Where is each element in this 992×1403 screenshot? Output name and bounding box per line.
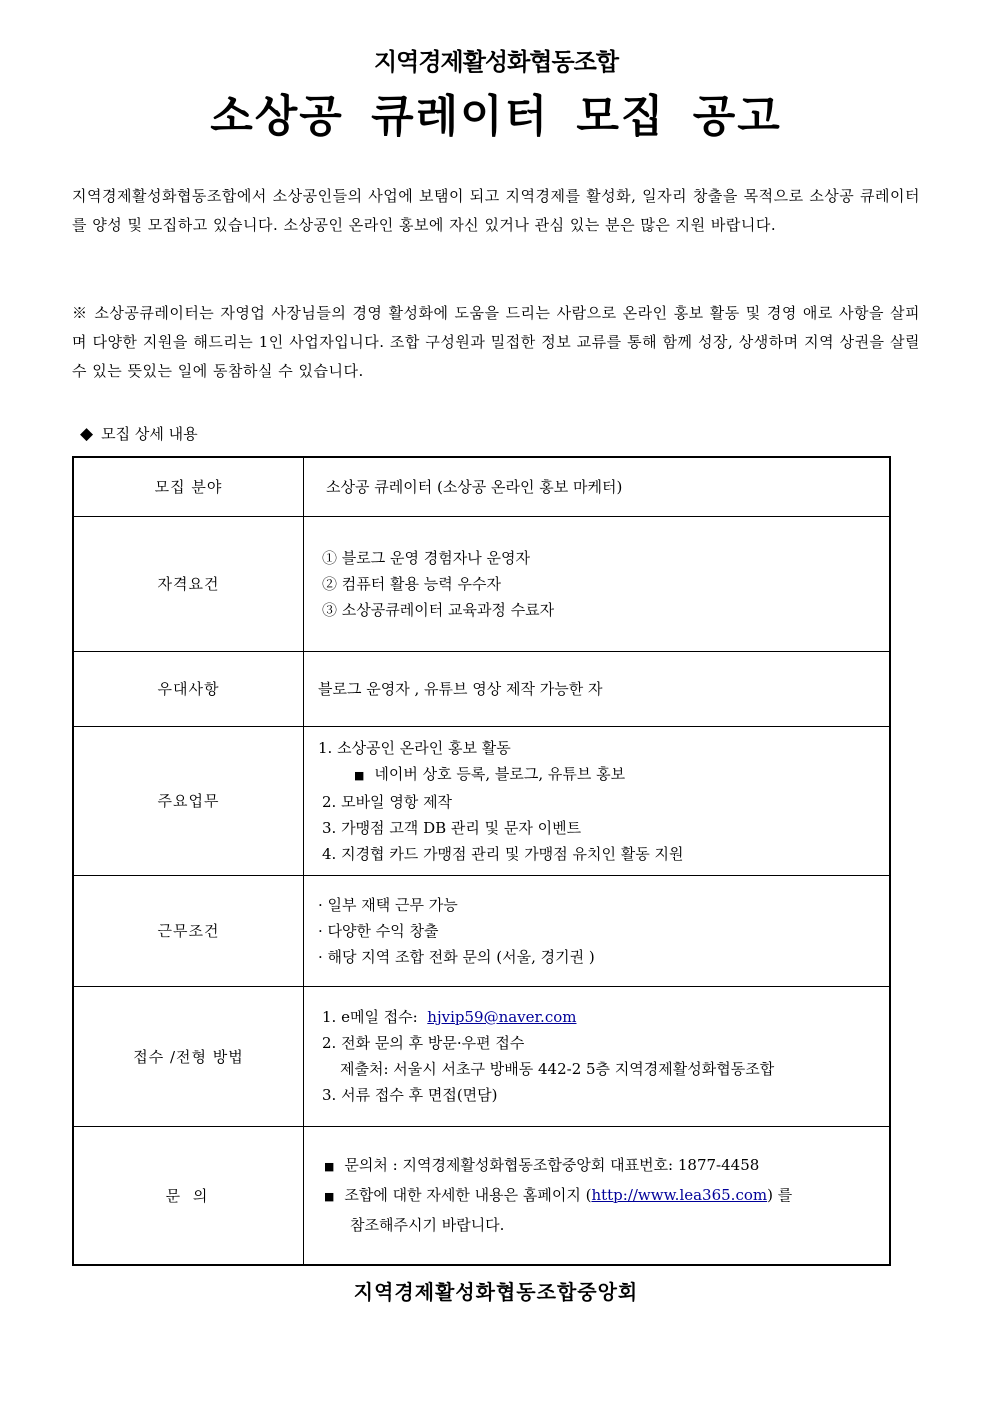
condition-item: · 일부 재택 근무 가능 bbox=[318, 895, 458, 914]
diamond-icon: ◆ bbox=[80, 424, 94, 444]
organization-title: 지역경제활성화협동조합 bbox=[373, 47, 619, 76]
field-label: 모집 분야 bbox=[73, 457, 304, 516]
contact-item: 참조해주시기 바랍니다. bbox=[350, 1215, 505, 1234]
apply-item: 2. 전화 문의 후 방문·우편 접수 bbox=[322, 1034, 525, 1052]
footer-organization: 지역경제활성화협동조합중앙회 bbox=[353, 1280, 639, 1304]
qualification-item: ③ 소상공큐레이터 교육과정 수료자 bbox=[322, 600, 555, 619]
apply-label: 접수 /전형 방법 bbox=[73, 986, 304, 1126]
duty-item: 3. 가맹점 고객 DB 관리 및 문자 이벤트 bbox=[322, 818, 582, 837]
apply-subitem: 제출처: 서울시 서초구 방배동 442-2 5층 지역경제활성화협동조합 bbox=[340, 1060, 775, 1078]
contact-item bbox=[318, 1151, 888, 1181]
duty-item: 1. 소상공인 온라인 홍보 활동 bbox=[318, 738, 511, 757]
square-bullet-icon: ■ bbox=[354, 768, 365, 782]
duty-item: 2. 모바일 영항 제작 bbox=[322, 792, 453, 811]
condition-item: · 다양한 수익 창출 bbox=[318, 921, 439, 940]
square-bullet-icon: ■ bbox=[324, 1159, 335, 1173]
table-row bbox=[73, 1126, 890, 1265]
preference-value: 블로그 운영자 , 유튜브 영상 제작 가능한 자 bbox=[304, 651, 891, 726]
conditions-label: 근무조건 bbox=[73, 875, 304, 986]
section-heading-text: 모집 상세 내용 bbox=[101, 425, 198, 443]
contact-label: 문 의 bbox=[73, 1126, 304, 1265]
duties-label: 주요업무 bbox=[73, 726, 304, 875]
table-row bbox=[73, 986, 890, 1126]
homepage-prefix: 조합에 대한 자세한 내용은 홈페이지 ( bbox=[344, 1185, 592, 1204]
contact-phone-text: 문의처 : 지역경제활성화협동조합중앙회 대표번호: 1877-4458 bbox=[344, 1155, 760, 1174]
section-heading bbox=[80, 423, 198, 444]
contact-value bbox=[304, 1126, 891, 1265]
homepage-link[interactable]: http://www.lea365.com bbox=[591, 1185, 768, 1204]
email-link[interactable]: hjvip59@naver.com bbox=[427, 1008, 577, 1026]
square-bullet-icon: ■ bbox=[324, 1189, 335, 1203]
table-row bbox=[73, 457, 890, 516]
duty-subitem bbox=[318, 761, 888, 789]
qualification-value bbox=[304, 516, 891, 651]
contact-item bbox=[318, 1181, 888, 1211]
qualification-item: ② 컴퓨터 활용 능력 우수자 bbox=[322, 574, 501, 593]
table-row bbox=[73, 875, 890, 986]
qualification-item: ① 블로그 운영 경험자나 운영자 bbox=[322, 548, 530, 567]
page-title: 소상공 큐레이터 모집 공고 bbox=[210, 91, 782, 142]
table-row bbox=[73, 516, 890, 651]
note-paragraph: ※ 소상공큐레이터는 자영업 사장님들의 경영 활성화에 도움을 드리는 사람으로 온라인 홍보 활동 및 경영 애로 사항을 살피며 다양한 지원을 해드리는 1인 사업자입니다. 조합 구성원과 밀접한 정보 교류를 통해 함께 성장, 상생하며 지역 상권을 살릴 수 있는 뜻있는 일에 동참하실 수 있습니다. bbox=[72, 304, 920, 380]
apply-email-prefix: 1. e메일 접수: bbox=[322, 1008, 418, 1026]
condition-item: · 해당 지역 조합 전화 문의 (서울, 경기권 ) bbox=[318, 947, 595, 966]
duty-item: 4. 지경협 카드 가맹점 관리 및 가맹점 유치인 활동 지원 bbox=[322, 844, 684, 863]
qualification-label: 자격요건 bbox=[73, 516, 304, 651]
intro-paragraph: 지역경제활성화협동조합에서 소상공인들의 사업에 보탬이 되고 지역경제를 활성화, 일자리 창출을 목적으로 소상공 큐레이터를 양성 및 모집하고 있습니다. 소상공인 온라인 홍보에 자신 있거나 관심 있는 분은 많은 지원 바랍니다. bbox=[72, 187, 920, 234]
preference-label: 우대사항 bbox=[73, 651, 304, 726]
table-row bbox=[73, 651, 890, 726]
apply-item bbox=[318, 1004, 888, 1030]
field-value: 소상공 큐레이터 (소상공 온라인 홍보 마케터) bbox=[304, 457, 891, 516]
duty-subitem-text: 네이버 상호 등록, 블로그, 유튜브 홍보 bbox=[374, 764, 626, 783]
table-row bbox=[73, 726, 890, 875]
duties-value bbox=[304, 726, 891, 875]
recruitment-details-table bbox=[72, 456, 891, 1266]
apply-item: 3. 서류 접수 후 면접(면담) bbox=[322, 1086, 498, 1104]
homepage-suffix: ) 를 bbox=[767, 1185, 793, 1204]
conditions-value bbox=[304, 875, 891, 986]
apply-value bbox=[304, 986, 891, 1126]
